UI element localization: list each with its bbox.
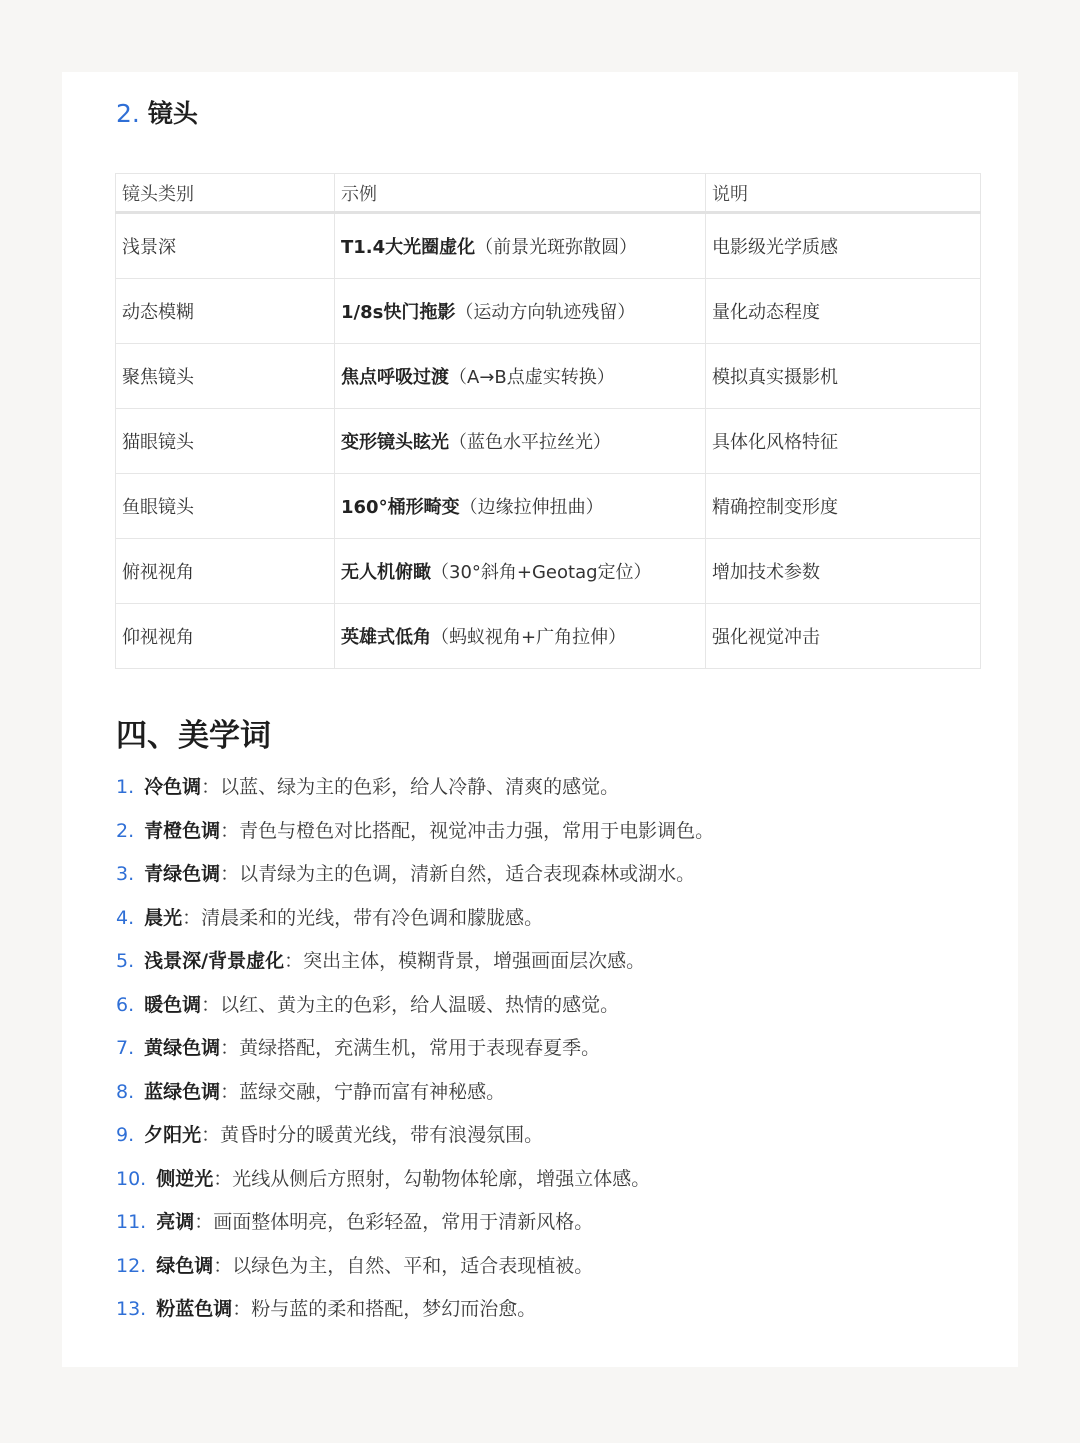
example-note: （蚂蚁视角+广角拉伸） — [431, 627, 627, 648]
table-row — [116, 344, 981, 409]
cell-description: 模拟真实摄影机 — [706, 344, 981, 409]
cell-category: 动态模糊 — [116, 279, 335, 344]
cell-example — [335, 344, 706, 409]
list-item-number: 5. — [116, 950, 135, 972]
example-note: （蓝色水平拉丝光） — [449, 432, 611, 453]
list-item-number: 4. — [116, 906, 135, 929]
list-item-number: 12. — [116, 1254, 147, 1277]
cell-description: 具体化风格特征 — [706, 409, 981, 474]
table-row — [116, 409, 981, 474]
list-item — [116, 810, 714, 854]
column-header-example: 示例 — [335, 174, 706, 213]
list-item-text: ：青色与橙色对比搭配，视觉冲击力强，常用于电影调色。 — [220, 819, 715, 842]
list-item-term: 黄绿色调 — [144, 1037, 221, 1059]
list-item-number: 11. — [116, 1211, 147, 1233]
cell-category: 俯视视角 — [116, 539, 335, 604]
cell-description: 精确控制变形度 — [706, 474, 981, 539]
example-bold: T1.4大光圈虚化 — [341, 237, 476, 258]
list-item-term: 青橙色调 — [144, 819, 221, 842]
cell-description: 增加技术参数 — [706, 539, 981, 604]
list-item-term: 粉蓝色调 — [156, 1298, 233, 1320]
list-item — [116, 766, 714, 810]
list-item-number: 10. — [116, 1167, 147, 1190]
example-note: （A→B点虚实转换） — [449, 367, 615, 388]
cell-example — [335, 409, 706, 474]
list-item-number: 6. — [116, 993, 135, 1016]
list-item-number: 8. — [116, 1080, 135, 1103]
list-item-text: ：蓝绿交融，宁静而富有神秘感。 — [220, 1080, 506, 1103]
list-item — [116, 1201, 714, 1245]
list-item-number: 13. — [116, 1298, 147, 1320]
cell-description: 量化动态程度 — [706, 279, 981, 344]
list-item — [116, 853, 714, 897]
example-note: （边缘拉伸扭曲） — [459, 497, 604, 518]
list-item-text: ：以蓝、绿为主的色彩，给人冷静、清爽的感觉。 — [201, 776, 620, 798]
list-item-number: 1. — [116, 776, 135, 798]
example-bold: 160°桶形畸变 — [341, 497, 460, 518]
cell-example — [335, 474, 706, 539]
list-item — [116, 1114, 714, 1158]
list-item-term: 侧逆光 — [156, 1167, 214, 1190]
cell-category: 浅景深 — [116, 213, 335, 279]
list-item-term: 蓝绿色调 — [144, 1080, 221, 1103]
table-row — [116, 474, 981, 539]
list-item-text: ：以青绿为主的色调，清新自然，适合表现森林或湖水。 — [220, 863, 696, 885]
list-item-text: ：光线从侧后方照射，勾勒物体轮廓，增强立体感。 — [213, 1167, 651, 1190]
lens-section-number: 2. — [116, 99, 140, 128]
list-item-number: 3. — [116, 863, 135, 885]
lens-table — [115, 173, 981, 669]
table-row — [116, 213, 981, 279]
list-item-text: ：以红、黄为主的色彩，给人温暖、热情的感觉。 — [201, 993, 620, 1016]
example-bold: 英雄式低角 — [341, 627, 431, 648]
list-item-term: 青绿色调 — [144, 863, 221, 885]
list-item — [116, 1158, 714, 1202]
lens-section-title: 镜头 — [147, 99, 198, 128]
cell-example — [335, 213, 706, 279]
table-header-row — [116, 174, 981, 213]
cell-example — [335, 279, 706, 344]
table-row — [116, 604, 981, 669]
cell-example — [335, 604, 706, 669]
list-item — [116, 1071, 714, 1115]
list-item-text: ：清晨柔和的光线，带有冷色调和朦胧感。 — [182, 906, 544, 929]
list-item-text: ：黄绿搭配，充满生机，常用于表现春夏季。 — [220, 1037, 601, 1059]
list-item — [116, 1245, 714, 1289]
cell-category: 仰视视角 — [116, 604, 335, 669]
list-item-number: 9. — [116, 1124, 135, 1146]
cell-description: 电影级光学质感 — [706, 213, 981, 279]
example-note: （30°斜角+Geotag定位） — [431, 562, 652, 583]
cell-category: 聚焦镜头 — [116, 344, 335, 409]
column-header-description: 说明 — [706, 174, 981, 213]
example-note: （运动方向轨迹残留） — [455, 302, 636, 323]
table-row — [116, 539, 981, 604]
list-item — [116, 1288, 714, 1332]
list-item-term: 晨光 — [144, 906, 183, 929]
aesthetics-list — [116, 766, 714, 1332]
list-item-text: ：画面整体明亮，色彩轻盈，常用于清新风格。 — [194, 1211, 594, 1233]
list-item-number: 7. — [116, 1037, 135, 1059]
aesthetics-heading: 四、美学词 — [116, 718, 271, 754]
example-bold: 1/8s快门拖影 — [341, 302, 456, 323]
cell-example — [335, 539, 706, 604]
cell-category: 猫眼镜头 — [116, 409, 335, 474]
list-item-text: ：粉与蓝的柔和搭配，梦幻而治愈。 — [232, 1298, 537, 1320]
example-bold: 无人机俯瞰 — [341, 562, 431, 583]
list-item — [116, 1027, 714, 1071]
list-item — [116, 984, 714, 1028]
list-item-term: 亮调 — [156, 1211, 195, 1233]
list-item-text: ：突出主体，模糊背景，增强画面层次感。 — [284, 950, 646, 972]
example-bold: 变形镜头眩光 — [341, 432, 449, 453]
list-item-term: 暖色调 — [144, 993, 202, 1016]
list-item-term: 夕阳光 — [144, 1124, 202, 1146]
column-header-category: 镜头类别 — [116, 174, 335, 213]
cell-category: 鱼眼镜头 — [116, 474, 335, 539]
table-row — [116, 279, 981, 344]
list-item-text: ：黄昏时分的暖黄光线，带有浪漫氛围。 — [201, 1124, 544, 1146]
lens-section-heading — [116, 94, 198, 134]
list-item-term: 绿色调 — [156, 1254, 214, 1277]
list-item-term: 浅景深/背景虚化 — [144, 950, 285, 972]
example-note: （前景光斑弥散圆） — [475, 237, 638, 258]
example-bold: 焦点呼吸过渡 — [341, 367, 449, 388]
list-item-number: 2. — [116, 819, 135, 842]
cell-description: 强化视觉冲击 — [706, 604, 981, 669]
list-item-term: 冷色调 — [144, 776, 202, 798]
list-item — [116, 897, 714, 941]
list-item-text: ：以绿色为主，自然、平和，适合表现植被。 — [213, 1254, 594, 1277]
list-item — [116, 940, 714, 984]
